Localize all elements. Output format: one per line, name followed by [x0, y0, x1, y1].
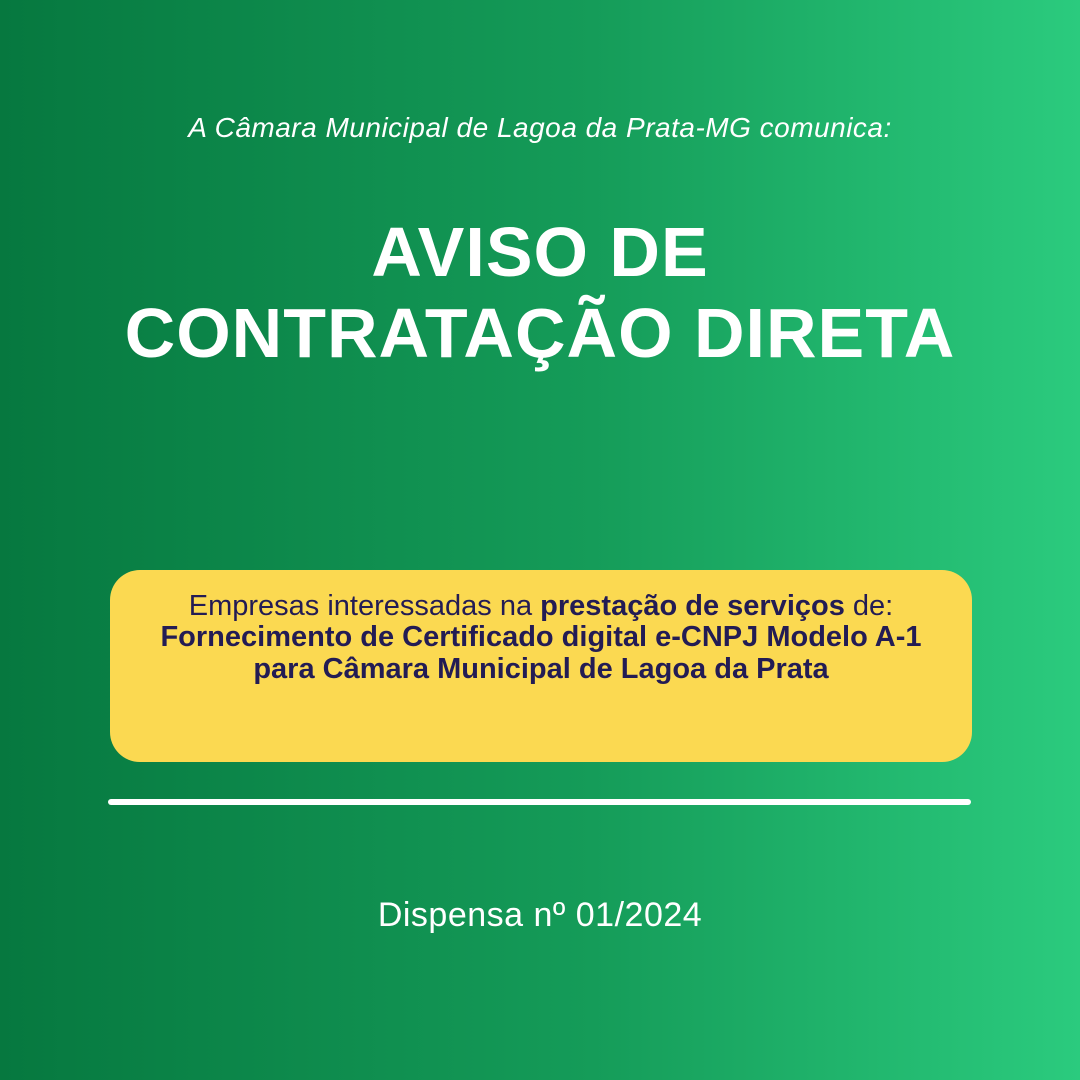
- title-line-1: AVISO DE: [371, 213, 709, 291]
- intro-text: A Câmara Municipal de Lagoa da Prata-MG comunica:: [188, 112, 892, 143]
- divider-line: [108, 799, 971, 805]
- notice-box: [110, 570, 972, 762]
- page-title: [0, 212, 1080, 374]
- notice-line-3: para Câmara Municipal de Lagoa da Prata: [253, 652, 829, 685]
- notice-line-1-bold: prestação de serviços: [540, 590, 845, 622]
- notice-line-2: Fornecimento de Certificado digital e-CNPJ Modelo A-1: [160, 621, 922, 654]
- notice-line-1: [110, 591, 972, 622]
- notice-line-1-suffix: de:: [844, 590, 894, 622]
- dispensa-reference: Dispensa nº 01/2024: [377, 896, 703, 934]
- title-line-2: CONTRATAÇÃO DIRETA: [124, 294, 956, 373]
- notice-line-1-prefix: Empresas interessadas na: [188, 590, 541, 622]
